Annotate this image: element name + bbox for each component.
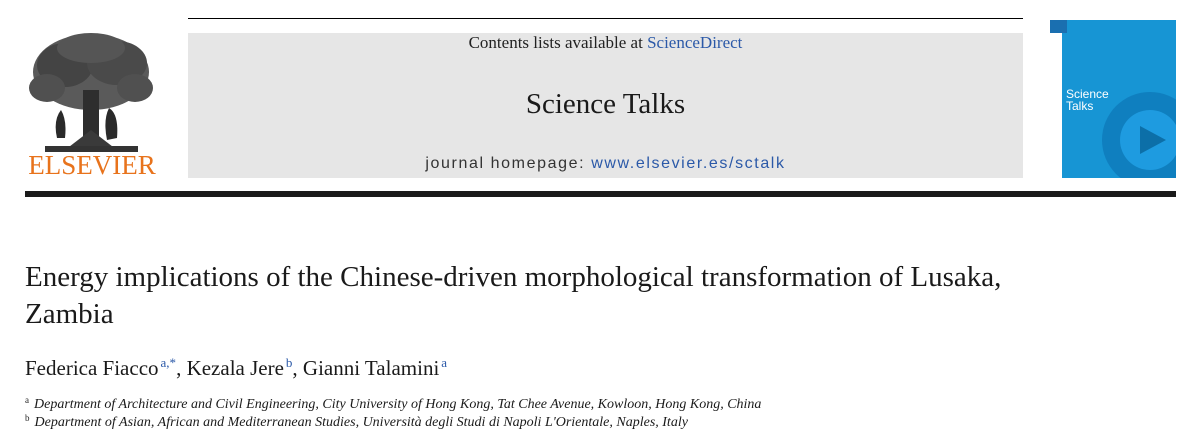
author-separator: , xyxy=(292,356,303,380)
affiliation-text: Department of Asian, African and Mediterranean Studies, Università degli Studi di Napoli L'Orientale, Naples, Italy xyxy=(34,415,688,430)
affiliation-text: Department of Architecture and Civil Engineering, City University of Hong Kong, Tat Chee Avenue, Kowloon, Hong Kong, China xyxy=(34,397,762,412)
cover-title xyxy=(1066,88,1109,112)
journal-homepage-line xyxy=(188,155,1023,173)
author-name: Gianni Talamini xyxy=(302,356,440,380)
cover-title-line1: Science xyxy=(1066,87,1109,101)
top-rule xyxy=(188,18,1023,19)
journal-cover xyxy=(1050,20,1176,178)
author-list xyxy=(25,355,447,381)
paper-title: Energy implications of the Chinese-driven morphological transformation of Lusaka, Zambia xyxy=(25,261,1002,330)
author-separator: , xyxy=(176,356,187,380)
elsevier-wordmark: ELSEVIER xyxy=(28,150,156,180)
cover-title-line2: Talks xyxy=(1066,99,1094,113)
author-affiliation-mark[interactable]: b xyxy=(285,355,293,370)
author-name: Kezala Jere xyxy=(186,356,284,380)
affiliation-a xyxy=(25,395,761,413)
contents-line xyxy=(188,33,1023,53)
cover-elsevier-mark xyxy=(1050,20,1067,33)
homepage-url-link[interactable]: www.elsevier.es/sctalk xyxy=(591,155,786,172)
author-affiliation-mark[interactable]: a,* xyxy=(160,355,177,370)
author-name: Federica Fiacco xyxy=(25,356,159,380)
homepage-prefix: journal homepage: xyxy=(425,155,592,172)
author-affiliation-mark[interactable]: a xyxy=(441,355,448,370)
affiliation-key: b xyxy=(25,413,30,423)
sciencedirect-link[interactable]: ScienceDirect xyxy=(647,33,743,52)
affiliation-b xyxy=(25,413,688,431)
cover-white-strip xyxy=(1050,20,1062,178)
header-divider xyxy=(25,191,1176,197)
journal-name: Science Talks xyxy=(525,88,686,120)
affiliation-key: a xyxy=(25,395,29,405)
contents-prefix: Contents lists available at xyxy=(468,33,648,52)
